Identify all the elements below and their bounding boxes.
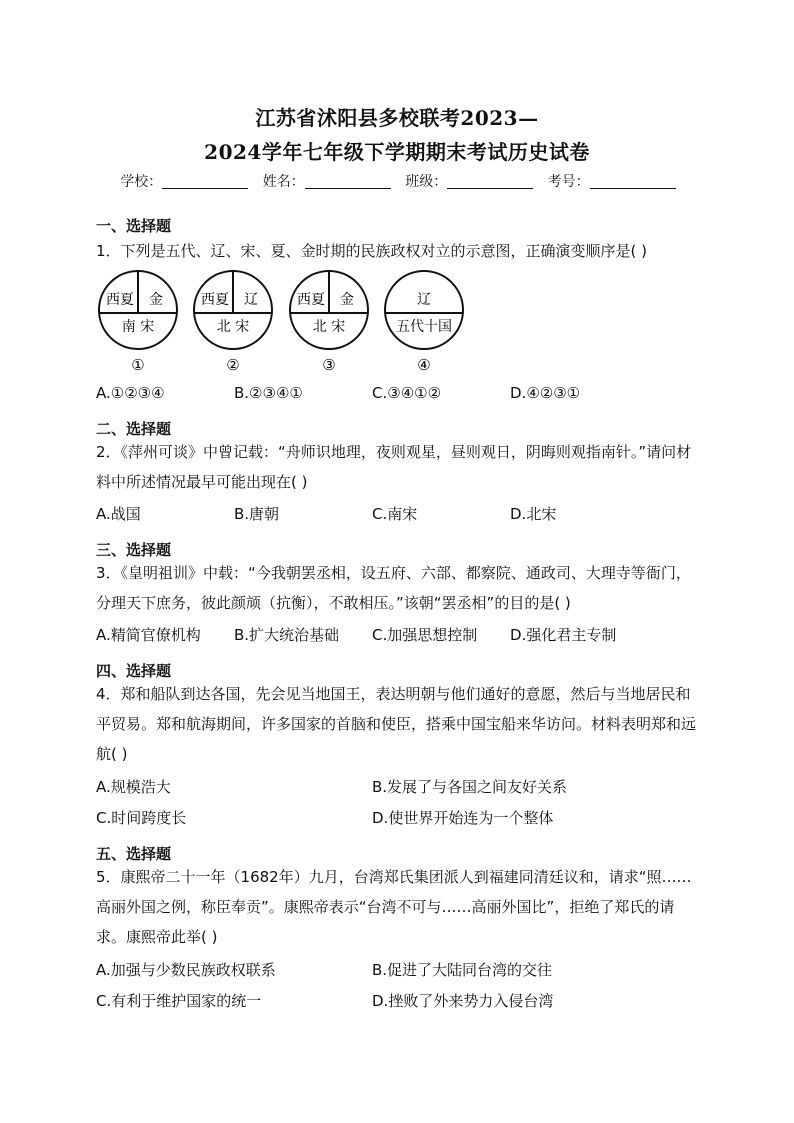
q5-option-c[interactable]: C.有利于维护国家的统一 [96,992,262,1010]
q4-option-d[interactable]: D.使世界开始连为一个整体 [372,809,554,827]
section-heading-1: 一、选择题 [96,217,172,235]
student-info-row [0,171,794,191]
q2-option-d[interactable]: D.北宋 [510,505,557,523]
school-label: 学校： [120,174,163,190]
diagram-3-label: ③ [322,356,336,374]
q2-option-b[interactable]: B.唐朝 [234,505,280,523]
exam-title-line-2: 2024学年七年级下学期期末考试历史试卷 [204,140,590,164]
q3-option-c[interactable]: C.加强思想控制 [372,626,478,644]
section-heading-2: 二、选择题 [96,420,172,438]
diagram-3-top-left: 西夏 [297,292,325,308]
q4-option-c[interactable]: C.时间跨度长 [96,809,187,827]
diagram-2-bottom: 北 宋 [216,319,250,335]
diagram-1-label: ① [131,356,145,374]
diagram-2-top-left: 西夏 [201,292,229,308]
q4-option-a[interactable]: A.规模浩大 [96,778,171,796]
diagram-4-bottom: 五代十国 [396,319,452,335]
name-label: 姓名： [262,174,305,190]
q1-option-c[interactable]: C.③④①② [372,384,442,402]
q5-option-b[interactable]: B.促进了大陆同台湾的交往 [372,961,553,979]
q2-option-a[interactable]: A.战国 [96,505,141,523]
diagram-2-label: ② [226,356,240,374]
section-heading-3: 三、选择题 [96,541,172,559]
q3-option-b[interactable]: B.扩大统治基础 [234,626,340,644]
regime-diagram-3 [290,271,368,374]
class-blank [447,174,533,189]
question-4-stem: 4．郑和船队到达各国，先会见当地国王，表达明朝与他们通好的意愿，然后与当地居民和平贸易。郑和航海期间，许多国家的首脑和使臣，搭乘中国宝船来华访问。材料表明郑和远航( ) [96,685,697,763]
q1-option-d[interactable]: D.④②③① [510,384,581,402]
diagram-1-top-right: 金 [149,292,163,308]
regime-diagrams [96,268,476,378]
q5-option-a[interactable]: A.加强与少数民族政权联系 [96,961,276,979]
diagram-3-top-right: 金 [340,292,354,308]
regime-diagram-4 [385,271,463,374]
exam-number-label: 考号： [547,174,590,190]
section-heading-4: 四、选择题 [96,662,172,680]
q3-option-a[interactable]: A.精简官僚机构 [96,626,201,644]
regime-diagram-2 [194,271,272,374]
q1-option-a[interactable]: A.①②③④ [96,384,165,402]
diagram-1-top-left: 西夏 [106,292,134,308]
diagram-4-top-right: 辽 [417,292,431,308]
section-heading-5: 五、选择题 [96,845,172,863]
diagram-3-bottom: 北 宋 [312,319,346,335]
q5-option-d[interactable]: D.挫败了外来势力入侵台湾 [372,992,554,1010]
q2-option-c[interactable]: C.南宋 [372,505,418,523]
name-blank [305,174,391,189]
regime-diagram-1 [99,271,177,374]
exam-title-line-1: 江苏省沭阳县多校联考2023— [255,106,539,130]
q4-option-b[interactable]: B.发展了与各国之间友好关系 [372,778,568,796]
question-1-stem: 1．下列是五代、辽、宋、夏、金时期的民族政权对立的示意图，正确演变顺序是( ) [96,242,648,260]
diagram-1-bottom: 南 宋 [121,319,155,335]
question-3-stem: 3．《皇明祖训》中载：“今我朝罢丞相，设五府、六部、都察院、通政司、大理寺等衙门，分理天下庶务，彼此颜颃（抗衡），不敢相压。”该朝“罢丞相”的目的是( ) [96,564,691,612]
exam-number-blank [590,174,676,189]
diagram-2-top-right: 辽 [244,292,258,308]
class-label: 班级： [405,174,448,190]
school-blank [162,174,248,189]
question-5-stem: 5．康熙帝二十一年（1682年）九月，台湾郑氏集团派人到福建同清廷议和，请求“照……高丽外国之例，称臣奉贡”。康熙帝表示“台湾不可与……高丽外国比”，拒绝了郑氏的请求。康熙帝此举( ) [96,868,692,946]
q3-option-d[interactable]: D.强化君主专制 [510,626,617,644]
q1-option-b[interactable]: B.②③④① [234,384,303,402]
question-2-stem: 2．《萍州可谈》中曾记载：“舟师识地理，夜则观星，昼则观日，阴晦则观指南针。”请问材料中所述情况最早可能出现在( ) [96,443,692,491]
diagram-4-label: ④ [417,356,431,374]
